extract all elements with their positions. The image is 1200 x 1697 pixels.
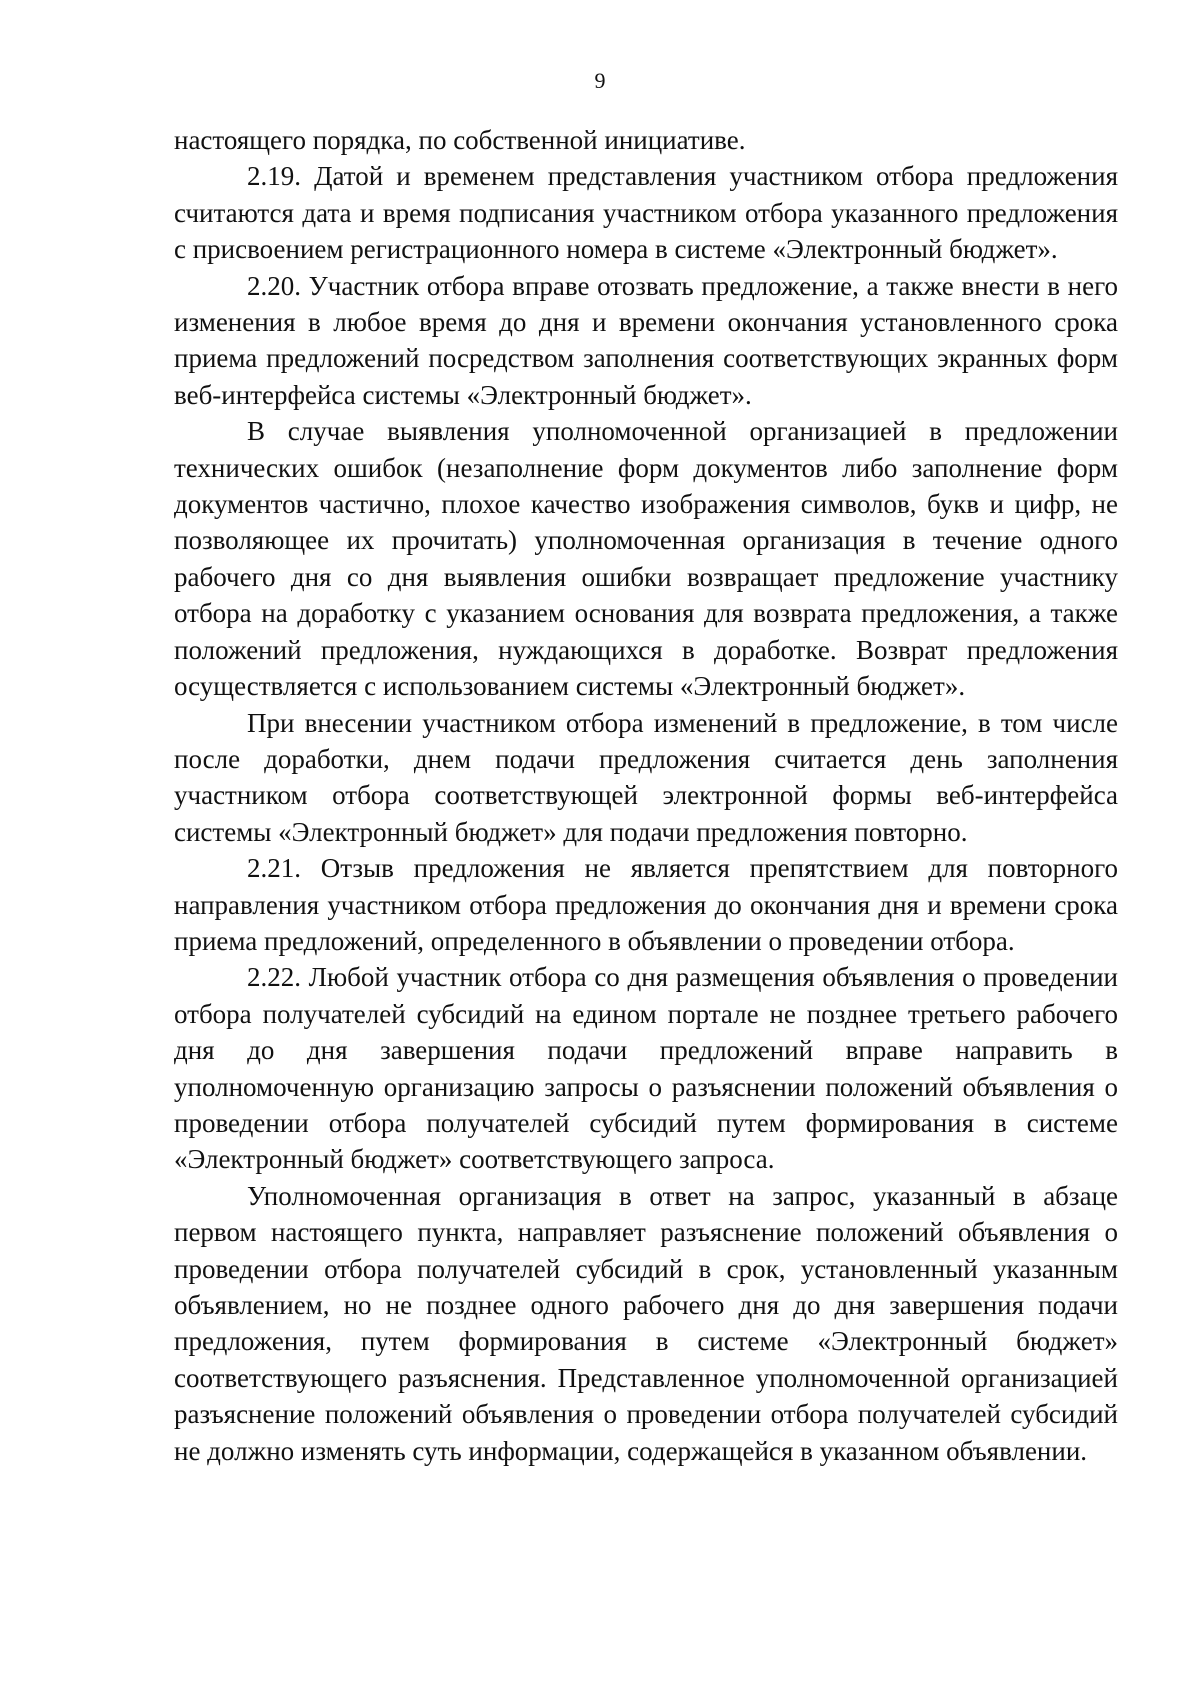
- paragraph-technical-errors: В случае выявления уполномоченной организацией в предложении технических ошибок (незаполнение форм документов либо заполнение форм документов частично, плохое качество изображения символов, букв и цифр, не позволяющее их прочитать) уполномоченная организация в течение одного рабочего дня со дня выявления ошибки возвращает предложение участнику отбора на доработку с указанием основания для возврата предложения, а также положений предложения, нуждающихся в доработке. Возврат предложения осуществляется с использованием системы «Электронный бюджет».: [174, 416, 1118, 702]
- page-number: 9: [594, 68, 606, 93]
- document-body: [174, 122, 1118, 1469]
- paragraph-clarification-response: Уполномоченная организация в ответ на запрос, указанный в абзаце первом настоящего пункта, направляет разъяснение положений объявления о проведении отбора получателей субсидий в срок, установленный указанным объявлением, но не позднее одного рабочего дня до дня завершения подачи предложения, путем формирования в системе «Электронный бюджет» соответствующего разъяснения. Представленное уполномоченной организацией разъяснение положений объявления о проведении отбора получателей субсидий не должно изменять суть информации, содержащейся в указанном объявлении.: [174, 1180, 1118, 1466]
- paragraph-2-19: 2.19. Датой и временем представления участником отбора предложения считаются дата и время подписания участником отбора указанного предложения с присвоением регистрационного номера в системе «Электронный бюджет».: [174, 161, 1118, 265]
- paragraph-2-21: 2.21. Отзыв предложения не является препятствием для повторного направления участником отбора предложения до окончания дня и времени срока приема предложений, определенного в объявлении о проведении отбора.: [174, 853, 1118, 956]
- paragraph-continuation: настоящего порядка, по собственной инициативе.: [174, 125, 746, 155]
- paragraph-changes-submission: При внесении участником отбора изменений в предложение, в том числе после доработки, днем подачи предложения считается день заполнения участником отбора соответствующей электронной формы веб-интерфейса системы «Электронный бюджет» для подачи предложения повторно.: [174, 707, 1118, 847]
- paragraph-2-20: 2.20. Участник отбора вправе отозвать предложение, а также внести в него изменения в любое время до дня и времени окончания установленного срока приема предложений посредством заполнения соответствующих экранных форм веб-интерфейса системы «Электронный бюджет».: [174, 270, 1118, 410]
- paragraph-2-22: 2.22. Любой участник отбора со дня размещения объявления о проведении отбора получателей субсидий на едином портале не позднее третьего рабочего дня до дня завершения подачи предложений вправе направить в уполномоченную организацию запросы о разъяснении положений объявления о проведении отбора получателей субсидий путем формирования в системе «Электронный бюджет» соответствующего запроса.: [174, 962, 1118, 1175]
